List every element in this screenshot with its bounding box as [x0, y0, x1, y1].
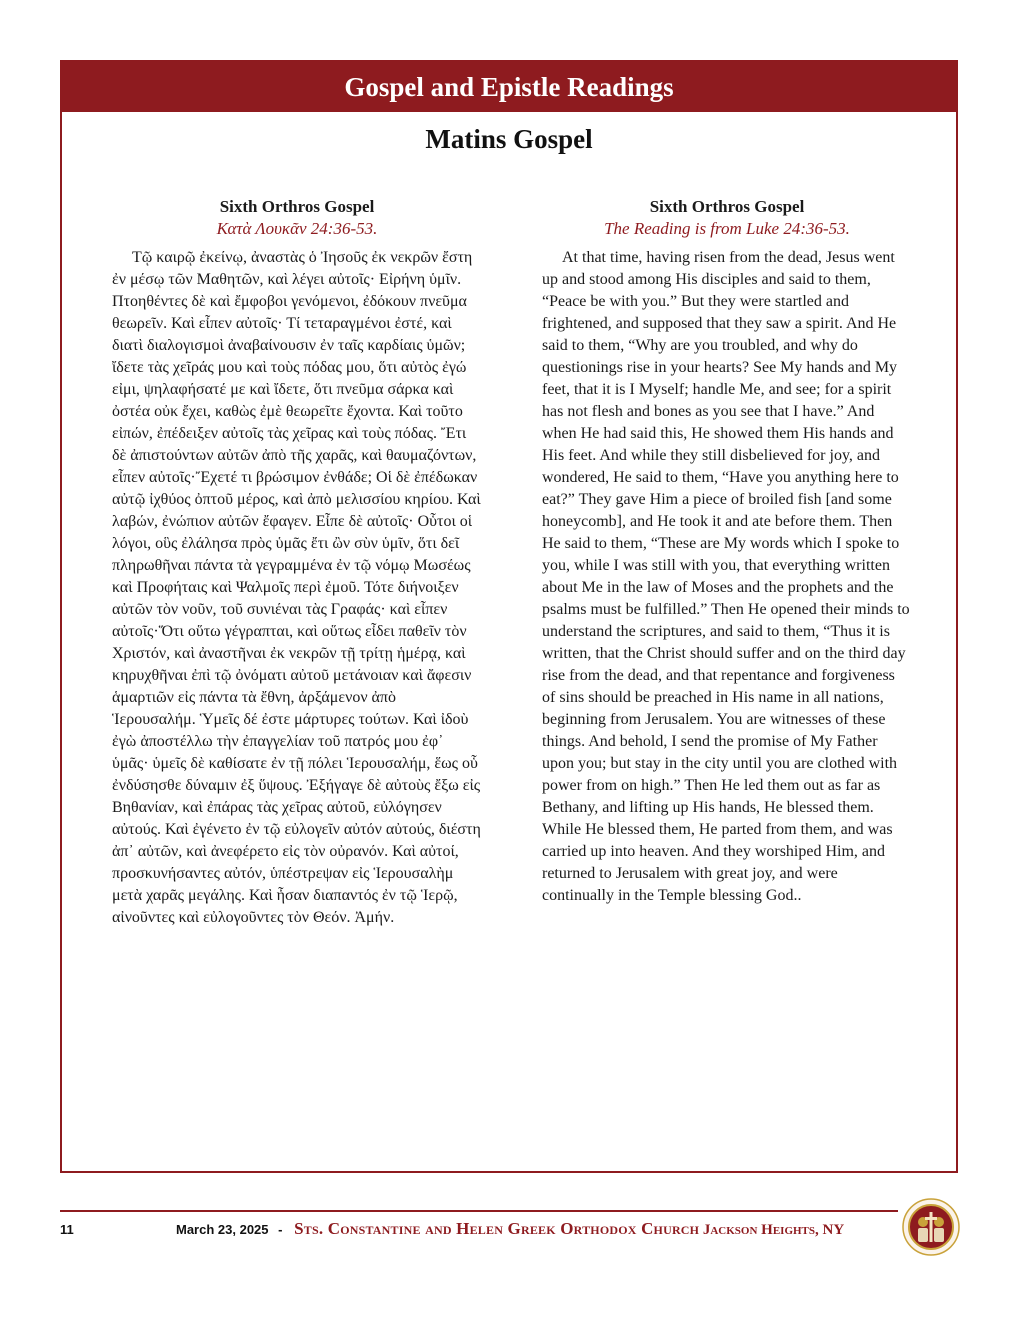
section-title: Matins Gospel — [425, 124, 593, 154]
english-column — [542, 196, 912, 907]
greek-column — [112, 196, 482, 929]
footer-info — [176, 1219, 844, 1239]
english-subheading: The Reading is from Luke 24:36-53. — [604, 219, 850, 238]
footer-separator: - — [278, 1222, 283, 1237]
english-gospel-text: At that time, having risen from the dead, Jesus went up and stood among His disciples and said to them, “Peace be with you.” But they were startled and frightened, and supposed that they saw a spirit. And He said to them, “Why are you troubled, and why do questionings rise in your hearts? See My hands and My feet, that it is I Myself; handle Me, and see; for a spirit has not flesh and bones as you see that I have.” And when He had said this, He showed them His hands and His feet. And while they still disbelieved for joy, and wondered, He said to them, “Have you anything here to eat?” They gave Him a piece of broiled fish [and some honeycomb], and He took it and ate before them. Then He said to them, “These are My words which I spoke to you, while I was still with you, that everything written about Me in the law of Moses and the prophets and the psalms must be fulfilled.” Then He opened their minds to understand the scriptures, and said to them, “Thus it is written, that the Christ should suffer and on the third day rise from the dead, and that repentance and forgiveness of sins should be preached in His name in all nations, beginning from Jerusalem. You are witnesses of these things. And behold, I send the promise of My Father upon you; but stay in the city until you are clothed with power from on high.” Then He led them out as far as Bethany, and lifting up His hands, He blessed them. While He blessed them, He parted from them, and was carried up into heaven. And they worshiped Him, and returned to Jerusalem with great joy, and were continually in the Temple blessing God.. — [542, 249, 910, 904]
church-name: Sts. Constantine and Helen Greek Orthodox Church — [294, 1219, 700, 1238]
church-seal-icon — [902, 1198, 960, 1256]
greek-heading: Sixth Orthros Gospel — [219, 197, 375, 216]
greek-gospel-text: Τῷ καιρῷ ἐκείνῳ, ἀναστὰς ὁ Ἰησοῦς ἐκ νεκρῶν ἔστη ἐν μέσῳ τῶν Μαθητῶν, καὶ λέγει αὐτοῖς· Εἰρήνη ὑμῖν. Πτοηθέντες δὲ καὶ ἔμφοβοι γενόμενοι, ἐδόκουν πνεῦμα θεωρεῖν. Καὶ εἶπεν αὐτοῖς· Τί τεταραγμένοι ἐστέ, καὶ διατὶ διαλογισμοὶ ἀναβαίνουσιν ἐν ταῖς καρδίαις ὑμῶν; ἴδετε τὰς χεῖράς μου καὶ τοὺς πόδας μου, ὅτι αὐτὸς ἐγώ εἰμι, ψηλαφήσατέ με καὶ ἴδετε, ὅτι πνεῦμα σάρκα καὶ ὀστέα οὐκ ἔχει, καθὼς ἐμὲ θεωρεῖτε ἔχοντα. Καὶ τοῦτο εἰπών, ἐπέδειξεν αὐτοῖς τὰς χεῖρας καὶ τοὺς πόδας. Ἔτι δὲ ἀπιστούντων αὐτῶν ἀπὸ τῆς χαρᾶς, καὶ θαυμαζόντων, εἶπεν αὐτοῖς·Ἔχετέ τι βρώσιμον ἐνθάδε; Οἱ δὲ ἐπέδωκαν αὐτῷ ἰχθύος ὀπτοῦ μέρος, καὶ ἀπὸ μελισσίου κηρίου. Καὶ λαβών, ἐνώπιον αὐτῶν ἔφαγεν. Εἶπε δὲ αὐτοῖς· Οὗτοι οἱ λόγοι, οὓς ἐλάλησα πρὸς ὑμᾶς ἔτι ὢν σὺν ὑμῖν, ὅτι δεῖ πληρωθῆναι πάντα τὰ γεγραμμένα ἐν τῷ νόμῳ Μωσέως καὶ Προφήταις καὶ Ψαλμοῖς περὶ ἐμοῦ. Τότε διήνοιξεν αὐτῶν τὸν νοῦν, τοῦ συνιέναι τὰς Γραφάς· καὶ εἶπεν αὐτοῖς·Ὅτι οὕτω γέγραπται, καὶ οὕτως εἶδει παθεῖν τὸν Χριστόν, καὶ ἀναστῆναι ἐκ νεκρῶν τῇ τρίτῃ ἡμέρᾳ, καὶ κηρυχθῆναι ἐπὶ τῷ ὀνόματι αὐτοῦ μετάνοιαν καὶ ἄφεσιν ἁμαρτιῶν εἰς πάντα τὰ ἔθνη, ἀρξάμενον ἀπὸ Ἱερουσαλήμ. Ὑμεῖς δέ ἐστε μάρτυρες τούτων. Καὶ ἰδοὺ ἐγὼ ἀποστέλλω τὴν ἐπαγγελίαν τοῦ πατρός μου ἐφ᾽ ὑμᾶς· ὑμεῖς δὲ καθίσατε ἐν τῇ πόλει Ἱερουσαλήμ, ἕως οὗ ἐνδύσησθε δύναμιν ἐξ ὕψους. Ἐξήγαγε δὲ αὐτοὺς ἔξω εἰς Βηθανίαν, καὶ ἐπάρας τὰς χεῖρας αὐτοῦ, εὐλόγησεν αὐτούς. Καὶ ἐγένετο ἐν τῷ εὐλογεῖν αὐτόν αὐτούς, διέστη ἀπ᾽ αὐτῶν, καὶ ἀνεφέρετο εἰς τὸν οὐρανόν. Καὶ αὐτοί, προσκυνήσαντες αὐτόν, ὑπέστρεψαν εἰς Ἱερουσαλὴμ μετὰ χαρᾶς μεγάλης. Καὶ ἦσαν διαπαντός ἐν τῷ Ἱερῷ, αἰνοῦντες καὶ εὐλογοῦντες τὸν Θεόν. Ἀμήν. — [112, 249, 481, 926]
content-frame — [60, 60, 958, 1173]
page-number: 11 — [60, 1222, 74, 1237]
english-heading: Sixth Orthros Gospel — [649, 197, 805, 216]
footer-date: March 23, 2025 — [176, 1222, 269, 1237]
church-location: Jackson Heights, NY — [702, 1222, 845, 1238]
greek-subheading: Κατὰ Λουκᾶν 24:36-53. — [216, 219, 378, 238]
footer-divider — [60, 1210, 898, 1212]
page-banner: Gospel and Epistle Readings — [62, 62, 956, 112]
